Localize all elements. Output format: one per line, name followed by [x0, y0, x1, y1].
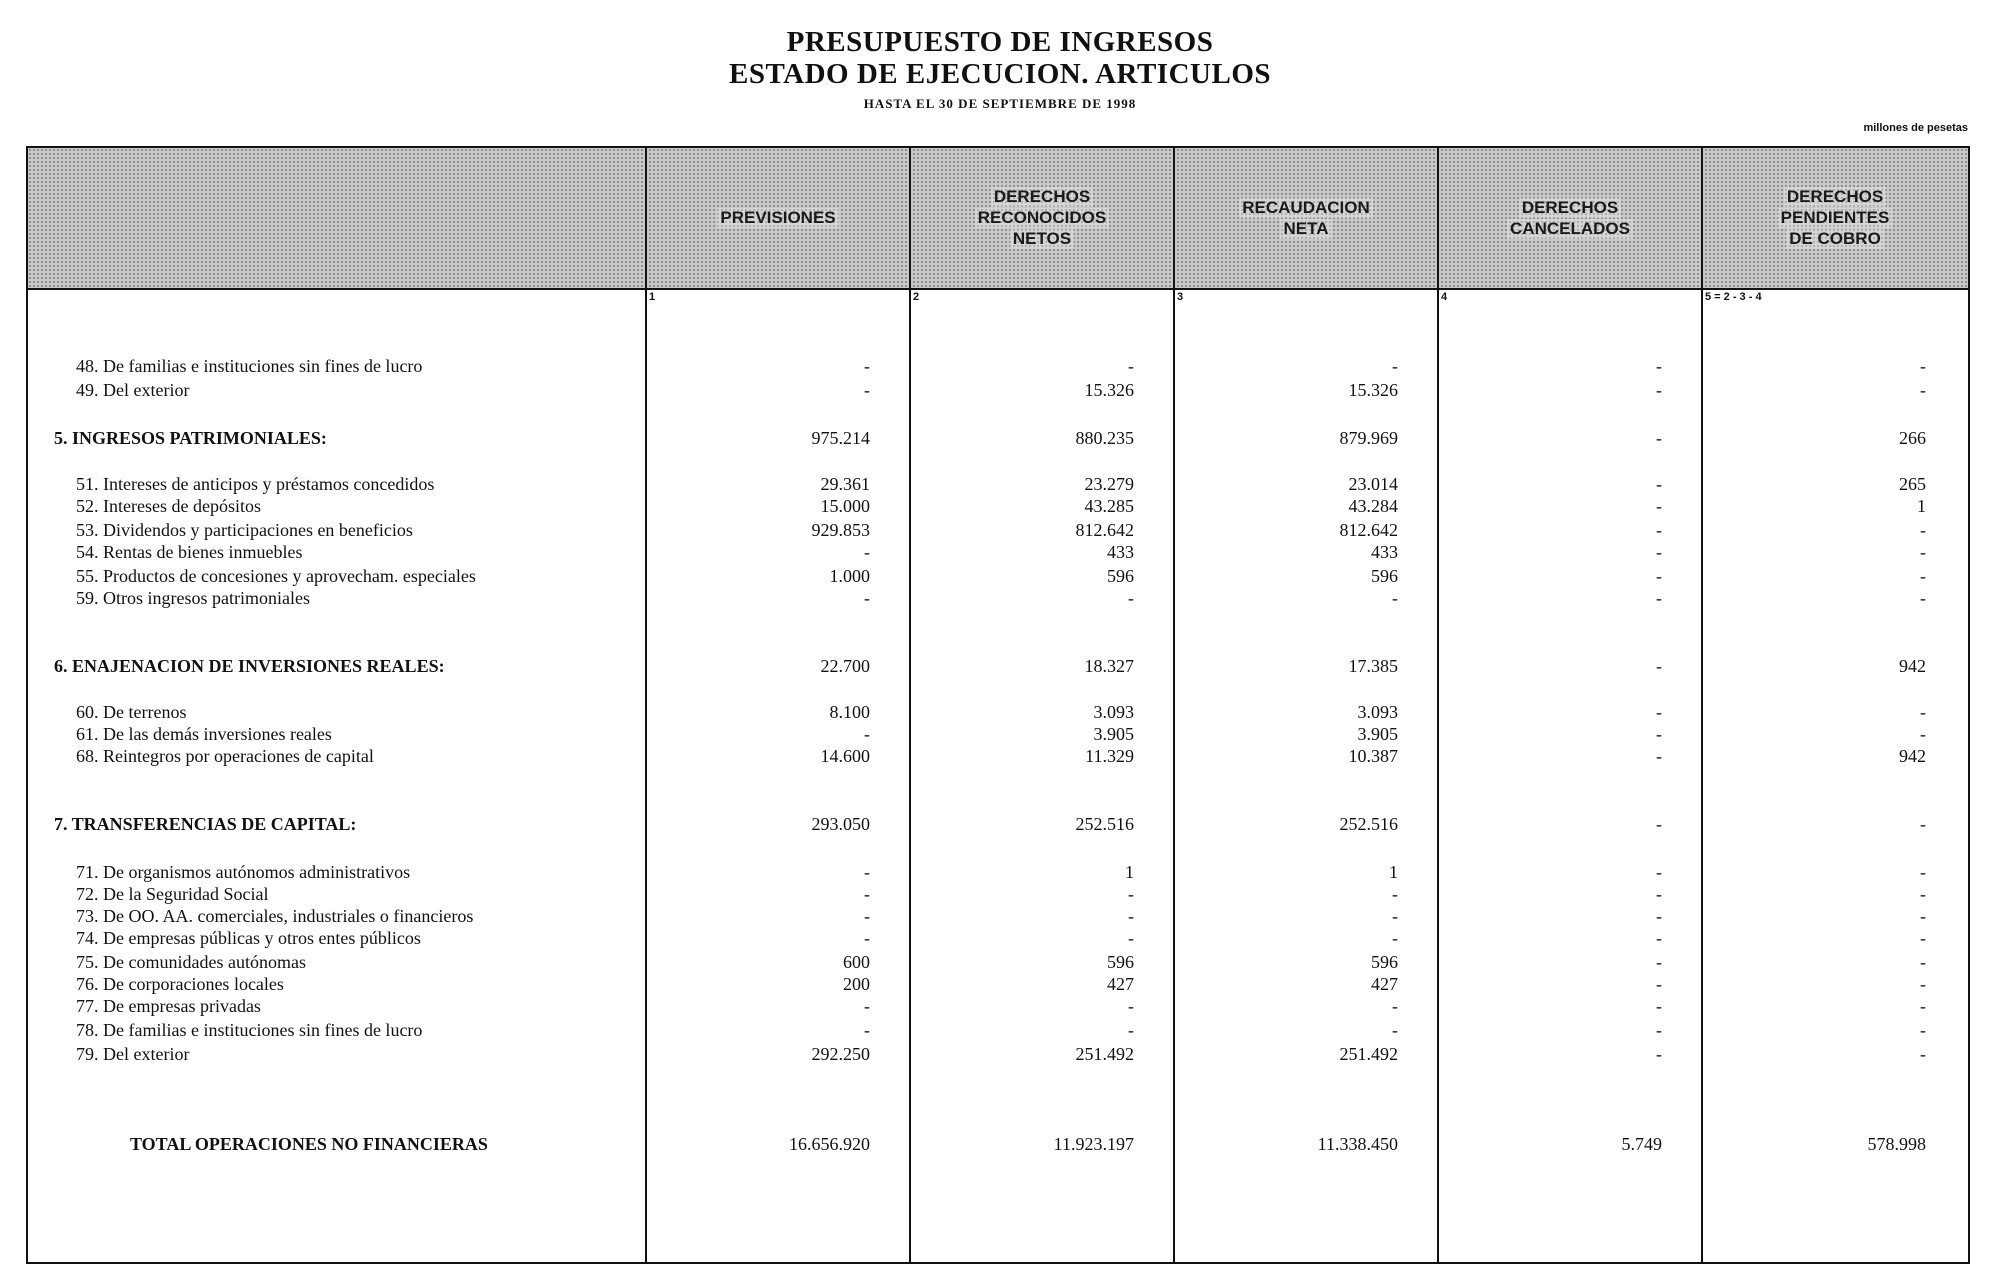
cell-value: -: [1920, 356, 1926, 376]
column-header-line: DE COBRO: [1786, 229, 1884, 249]
cell-value: -: [864, 380, 870, 400]
cell-value: -: [864, 542, 870, 562]
cell-value: 1: [1389, 862, 1398, 882]
column-header-line: PENDIENTES: [1778, 208, 1893, 228]
column-header: [1438, 148, 1702, 288]
cell-value: -: [1656, 474, 1662, 494]
table-row: [28, 496, 1968, 518]
cell-value: -: [1128, 588, 1134, 608]
cell-value: 975.214: [811, 428, 870, 448]
cell-value: -: [1920, 702, 1926, 722]
cell-value: -: [1392, 356, 1398, 376]
cell-value: 14.600: [820, 746, 870, 766]
table-row: [28, 1044, 1968, 1066]
row-label: 55. Productos de concesiones y aprovecham. especiales: [76, 566, 476, 586]
cell-value: 1.000: [829, 566, 870, 586]
cell-value: 942: [1899, 656, 1926, 676]
cell-value: 8.100: [829, 702, 870, 722]
page-subtitle: ESTADO DE EJECUCION. ARTICULOS: [729, 58, 1271, 90]
column-header: [1702, 148, 1968, 288]
cell-value: 3.905: [1093, 724, 1134, 744]
row-label: 60. De terrenos: [76, 702, 187, 722]
cell-value: -: [1920, 380, 1926, 400]
table-row: [28, 566, 1968, 588]
row-label: 5. INGRESOS PATRIMONIALES:: [54, 428, 327, 448]
cell-value: 3.093: [1357, 702, 1398, 722]
column-number: 5 = 2 - 3 - 4: [1705, 291, 1762, 303]
cell-value: -: [864, 356, 870, 376]
cell-value: -: [1920, 814, 1926, 834]
cell-value: -: [1656, 656, 1662, 676]
cell-value: -: [1392, 1020, 1398, 1040]
column-header-line: DERECHOS: [1784, 187, 1886, 207]
cell-value: 251.492: [1339, 1044, 1398, 1064]
cell-value: -: [864, 724, 870, 744]
cell-value: 433: [1371, 542, 1398, 562]
row-label: TOTAL OPERACIONES NO FINANCIERAS: [130, 1134, 488, 1154]
cell-value: -: [1656, 814, 1662, 834]
cell-value: -: [1656, 1044, 1662, 1064]
cell-value: -: [864, 588, 870, 608]
column-header-line: CANCELADOS: [1507, 219, 1633, 239]
table-row: [28, 996, 1968, 1018]
cell-value: 427: [1107, 974, 1134, 994]
cell-value: 929.853: [811, 520, 870, 540]
cell-value: 942: [1899, 746, 1926, 766]
cell-value: 292.250: [811, 1044, 870, 1064]
cell-value: 29.361: [820, 474, 870, 494]
row-label: 68. Reintegros por operaciones de capital: [76, 746, 374, 766]
cell-value: -: [1920, 1044, 1926, 1064]
cell-value: -: [1128, 1020, 1134, 1040]
cell-value: -: [1656, 746, 1662, 766]
row-label: 6. ENAJENACION DE INVERSIONES REALES:: [54, 656, 445, 676]
row-label: 75. De comunidades autónomas: [76, 952, 306, 972]
cell-value: 43.284: [1348, 496, 1398, 516]
cell-value: 1: [1125, 862, 1134, 882]
cell-value: -: [1656, 996, 1662, 1016]
column-header-line: PREVISIONES: [717, 208, 838, 228]
row-label: 73. De OO. AA. comerciales, industriales o financieros: [76, 906, 474, 926]
row-label: 53. Dividendos y participaciones en beneficios: [76, 520, 413, 540]
table-row: [28, 746, 1968, 768]
cell-value: 16.656.920: [789, 1134, 870, 1154]
column-number: 3: [1177, 291, 1184, 303]
cell-value: -: [1920, 906, 1926, 926]
table-row: [28, 702, 1968, 724]
cell-value: -: [1392, 906, 1398, 926]
date-line: HASTA EL 30 DE SEPTIEMBRE DE 1998: [863, 96, 1137, 111]
cell-value: 15.326: [1348, 380, 1398, 400]
row-label: 77. De empresas privadas: [76, 996, 261, 1016]
cell-value: 433: [1107, 542, 1134, 562]
column-header-line: RECONOCIDOS: [975, 208, 1109, 228]
cell-value: -: [1656, 520, 1662, 540]
cell-value: 596: [1107, 566, 1134, 586]
row-label: 49. Del exterior: [76, 380, 190, 400]
cell-value: 11.329: [1085, 746, 1134, 766]
cell-value: -: [1392, 928, 1398, 948]
cell-value: -: [1128, 884, 1134, 904]
units-label: millones de pesetas: [1863, 122, 1968, 134]
budget-table: [26, 146, 1970, 1264]
column-header-line: DERECHOS: [1519, 198, 1621, 218]
cell-value: -: [1920, 542, 1926, 562]
table-row: [28, 1020, 1968, 1042]
cell-value: 5.749: [1621, 1134, 1662, 1154]
row-label: 54. Rentas de bienes inmuebles: [76, 542, 303, 562]
column-number: 4: [1441, 291, 1448, 303]
table-row: [28, 474, 1968, 496]
cell-value: 427: [1371, 974, 1398, 994]
cell-value: -: [1392, 884, 1398, 904]
cell-value: -: [864, 996, 870, 1016]
table-row: [28, 906, 1968, 928]
cell-value: 252.516: [1339, 814, 1398, 834]
cell-value: 200: [843, 974, 870, 994]
cell-value: 596: [1107, 952, 1134, 972]
cell-value: 11.923.197: [1053, 1134, 1134, 1154]
cell-value: -: [864, 928, 870, 948]
cell-value: -: [1656, 862, 1662, 882]
row-label: 51. Intereses de anticipos y préstamos concedidos: [76, 474, 435, 494]
cell-value: -: [1392, 588, 1398, 608]
cell-value: -: [1920, 862, 1926, 882]
cell-value: -: [1128, 996, 1134, 1016]
cell-value: 11.338.450: [1317, 1134, 1398, 1154]
cell-value: 265: [1899, 474, 1926, 494]
table-row: [28, 928, 1968, 950]
table-row: [28, 588, 1968, 610]
page-title: PRESUPUESTO DE INGRESOS: [786, 26, 1214, 58]
cell-value: 596: [1371, 952, 1398, 972]
cell-value: -: [864, 1020, 870, 1040]
cell-value: 43.285: [1084, 496, 1134, 516]
row-label: 7. TRANSFERENCIAS DE CAPITAL:: [54, 814, 357, 834]
row-label: 71. De organismos autónomos administrativos: [76, 862, 411, 882]
table-row: [28, 542, 1968, 564]
cell-value: 252.516: [1075, 814, 1134, 834]
cell-value: -: [1656, 542, 1662, 562]
table-row: [28, 952, 1968, 974]
cell-value: 880.235: [1075, 428, 1134, 448]
row-label: 52. Intereses de depósitos: [76, 496, 261, 516]
column-header: [1174, 148, 1438, 288]
cell-value: 293.050: [811, 814, 870, 834]
cell-value: -: [1656, 928, 1662, 948]
cell-value: -: [1128, 356, 1134, 376]
cell-value: -: [1656, 496, 1662, 516]
table-row: [28, 884, 1968, 906]
cell-value: -: [1656, 884, 1662, 904]
cell-value: -: [1656, 906, 1662, 926]
cell-value: -: [1392, 996, 1398, 1016]
column-number: 1: [649, 291, 656, 303]
table-row: [28, 724, 1968, 746]
cell-value: 10.387: [1348, 746, 1398, 766]
cell-value: 596: [1371, 566, 1398, 586]
cell-value: 600: [843, 952, 870, 972]
cell-value: -: [1128, 906, 1134, 926]
cell-value: -: [1656, 1020, 1662, 1040]
table-row: [28, 520, 1968, 542]
cell-value: 3.093: [1093, 702, 1134, 722]
table-row: [28, 428, 1968, 450]
table-row: [28, 356, 1968, 378]
column-header-line: RECAUDACION: [1239, 198, 1373, 218]
column-header: [910, 148, 1174, 288]
row-label: 72. De la Seguridad Social: [76, 884, 269, 904]
cell-value: 879.969: [1339, 428, 1398, 448]
cell-value: 812.642: [1339, 520, 1398, 540]
column-header-line: NETOS: [1010, 229, 1074, 249]
column-header-line: DERECHOS: [991, 187, 1093, 207]
cell-value: -: [1656, 952, 1662, 972]
cell-value: -: [1920, 724, 1926, 744]
cell-value: 578.998: [1867, 1134, 1926, 1154]
cell-value: 23.014: [1348, 474, 1398, 494]
row-label: 79. Del exterior: [76, 1044, 190, 1064]
row-label: 78. De familias e instituciones sin fines de lucro: [76, 1020, 423, 1040]
cell-value: -: [1128, 928, 1134, 948]
cell-value: -: [1920, 928, 1926, 948]
cell-value: -: [1920, 1020, 1926, 1040]
column-number: 2: [913, 291, 920, 303]
table-row: [28, 862, 1968, 884]
row-label: 61. De las demás inversiones reales: [76, 724, 332, 744]
cell-value: -: [1920, 520, 1926, 540]
table-row: [28, 656, 1968, 678]
cell-value: 15.000: [820, 496, 870, 516]
cell-value: 812.642: [1075, 520, 1134, 540]
cell-value: 18.327: [1084, 656, 1134, 676]
cell-value: 23.279: [1084, 474, 1134, 494]
cell-value: -: [1920, 952, 1926, 972]
cell-value: -: [1920, 588, 1926, 608]
cell-value: 15.326: [1084, 380, 1134, 400]
table-row: [28, 1134, 1968, 1156]
cell-value: -: [864, 862, 870, 882]
cell-value: -: [1656, 974, 1662, 994]
table-row: [28, 814, 1968, 836]
cell-value: -: [1920, 884, 1926, 904]
row-label: 76. De corporaciones locales: [76, 974, 284, 994]
cell-value: -: [1656, 380, 1662, 400]
row-label: 74. De empresas públicas y otros entes públicos: [76, 928, 421, 948]
row-label: 59. Otros ingresos patrimoniales: [76, 588, 310, 608]
row-label: 48. De familias e instituciones sin fines de lucro: [76, 356, 423, 376]
cell-value: -: [1656, 702, 1662, 722]
column-header: [646, 148, 910, 288]
cell-value: 22.700: [820, 656, 870, 676]
cell-value: -: [1656, 588, 1662, 608]
cell-value: -: [1656, 566, 1662, 586]
cell-value: -: [864, 906, 870, 926]
cell-value: 17.385: [1348, 656, 1398, 676]
column-header-line: NETA: [1280, 219, 1331, 239]
cell-value: 1: [1917, 496, 1926, 516]
cell-value: 3.905: [1357, 724, 1398, 744]
cell-value: -: [864, 884, 870, 904]
cell-value: 266: [1899, 428, 1926, 448]
cell-value: -: [1656, 724, 1662, 744]
cell-value: 251.492: [1075, 1044, 1134, 1064]
cell-value: -: [1656, 428, 1662, 448]
cell-value: -: [1656, 356, 1662, 376]
cell-value: -: [1920, 996, 1926, 1016]
cell-value: -: [1920, 974, 1926, 994]
table-row: [28, 974, 1968, 996]
table-row: [28, 380, 1968, 402]
cell-value: -: [1920, 566, 1926, 586]
